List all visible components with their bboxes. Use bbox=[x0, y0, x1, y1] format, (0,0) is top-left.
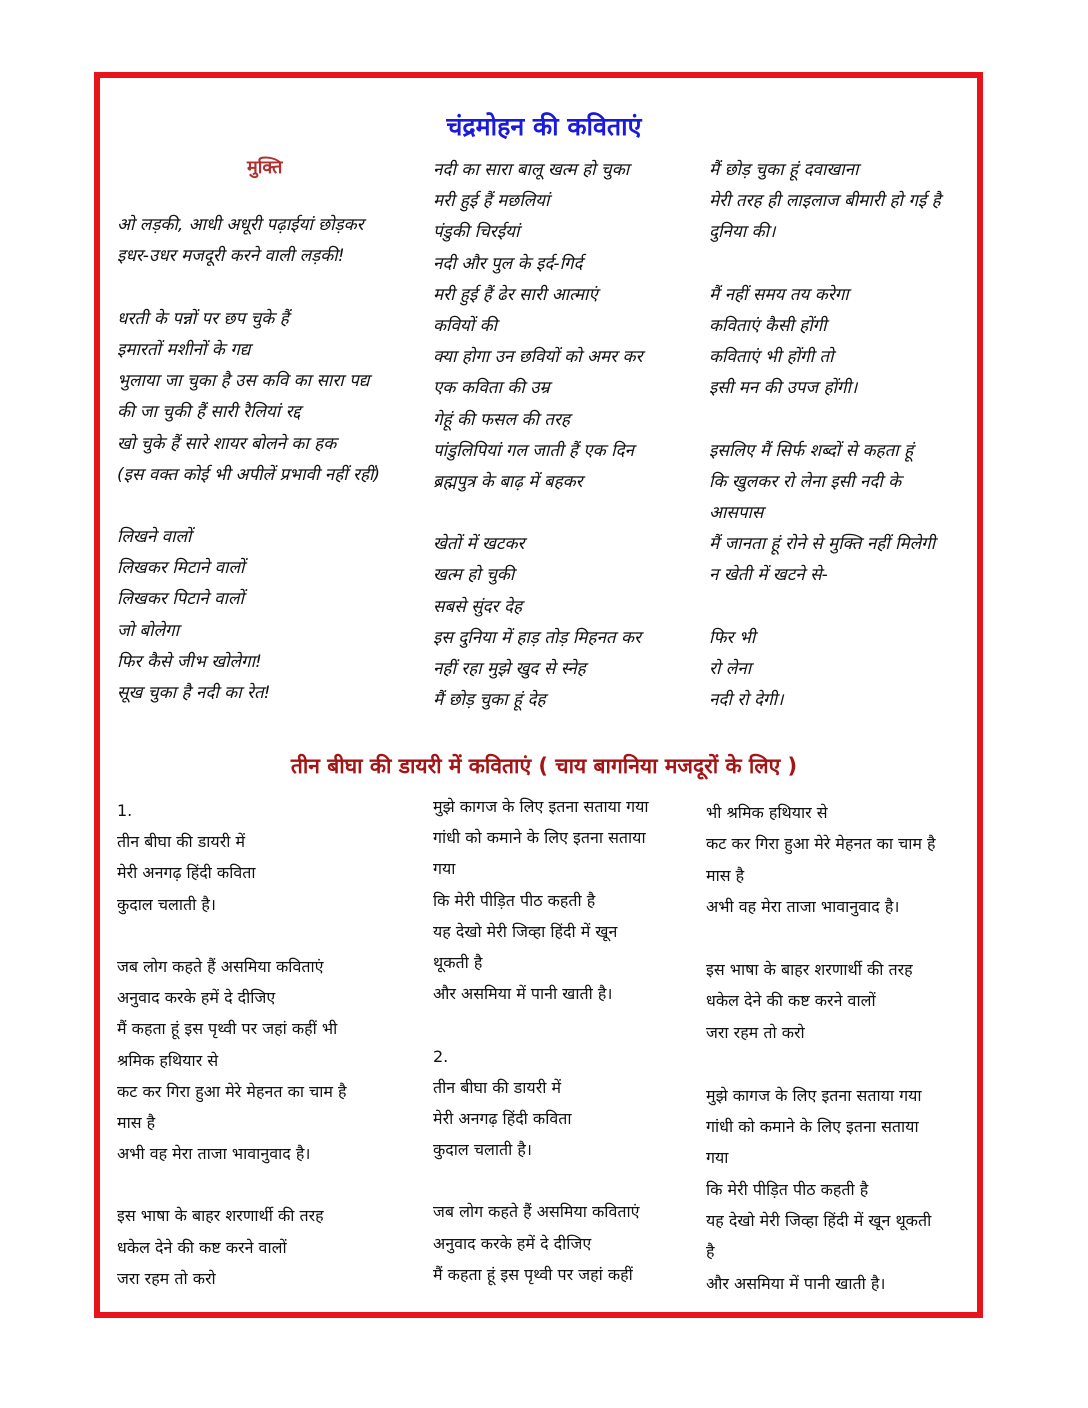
poem-line: की जा चुकी हैं सारी रैलियां रद्द bbox=[117, 402, 301, 423]
poem-line: मेरी अनगढ़ हिंदी कविता bbox=[433, 1108, 572, 1128]
poem-line: 2. bbox=[433, 1046, 449, 1066]
poem-line: सबसे सुंदर देह bbox=[433, 596, 523, 617]
poem-line: फिर कैसे जीभ खोलेगा! bbox=[117, 651, 262, 672]
poem1-column-2 bbox=[433, 155, 643, 716]
poem-line: अनुवाद करके हमें दे दीजिए bbox=[433, 1233, 592, 1253]
poem-line: कि मेरी पीड़ित पीठ कहती है bbox=[706, 1179, 869, 1199]
poem-line: कट कर गिरा हुआ मेरे मेहनत का चाम है bbox=[117, 1081, 347, 1101]
poem-line: पांडुलिपियां गल जाती हैं एक दिन bbox=[433, 440, 634, 461]
poem1-column-1 bbox=[117, 179, 380, 709]
poem-line bbox=[706, 1048, 936, 1079]
poem-line: और असमिया में पानी खाती है। bbox=[433, 984, 613, 1004]
poem-line: अभी वह मेरा ताजा भावानुवाद है। bbox=[117, 1144, 311, 1164]
poem-line: यह देखो मेरी जिव्हा हिंदी में खून bbox=[433, 921, 618, 941]
poem-line: खत्म हो चुकी bbox=[433, 565, 515, 586]
poem-line: कि खुलकर रो लेना इसी नदी के bbox=[709, 471, 902, 492]
poem-line: आसपास bbox=[709, 503, 764, 524]
poem-line: जरा रहम तो करो bbox=[117, 1268, 216, 1288]
poem-line: 1. bbox=[117, 801, 133, 820]
poem-line: मैं छोड़ चुका हूं दवाखाना bbox=[709, 160, 859, 180]
poem-line: नदी और पुल के इर्द-गिर्द bbox=[433, 253, 583, 274]
poem-line bbox=[117, 920, 347, 951]
poem-line: कुदाल चलाती है। bbox=[433, 1140, 532, 1160]
poem-line: इस भाषा के बाहर शरणार्थी की तरह bbox=[706, 959, 913, 979]
poem-line: भी श्रमिक हथियार से bbox=[706, 803, 828, 822]
poem-line: जो बोलेगा bbox=[117, 620, 180, 641]
poem-line bbox=[433, 498, 643, 529]
poem-line: धरती के पन्नों पर छप चुके हैं bbox=[117, 308, 289, 329]
poem-line: कट कर गिरा हुआ मेरे मेहनत का चाम है bbox=[706, 834, 936, 854]
poem-line: मरी हुई हैं मछलियां bbox=[433, 191, 550, 212]
poem-line: मैं कहता हूं इस पृथ्वी पर जहां कहीं bbox=[433, 1264, 633, 1284]
poem-line: इस दुनिया में हाड़ तोड़ मिहनत कर bbox=[433, 627, 641, 648]
poem-line: न खेती में खटने से- bbox=[709, 565, 828, 586]
poem2-column-3 bbox=[706, 797, 936, 1299]
poem-line: गया bbox=[706, 1148, 729, 1168]
poem-line: रो लेना bbox=[709, 659, 752, 679]
poem-line: थूकती है bbox=[433, 952, 483, 972]
poem-line bbox=[433, 1165, 649, 1196]
poem-line: नहीं रहा मुझे खुद से स्नेह bbox=[433, 659, 586, 679]
poem-line: (इस वक्त कोई भी अपीलें प्रभावी नहीं रहीं) bbox=[117, 464, 381, 485]
poem-line: है bbox=[706, 1242, 715, 1262]
poem-line: लिखकर पिटाने वालों bbox=[117, 589, 244, 610]
poem-line: मेरी अनगढ़ हिंदी कविता bbox=[117, 863, 256, 883]
poem-line: मैं कहता हूं इस पृथ्वी पर जहां कहीं भी bbox=[117, 1019, 338, 1039]
poem-line: ओ लड़की, आधी अधूरी पढ़ाईयां छोड़कर bbox=[117, 215, 364, 236]
poem2-column-2 bbox=[433, 791, 649, 1290]
poem-line: मैं जानता हूं रोने से मुक्ति नहीं मिलेगी bbox=[709, 534, 936, 555]
poem-line: मुझे कागज के लिए इतना सताया गया bbox=[706, 1085, 922, 1105]
page-title: चंद्रमोहन की कविताएं bbox=[446, 112, 642, 141]
poem-line: फिर भी bbox=[709, 627, 756, 648]
poem-line: जब लोग कहते हैं असमिया कविताएं bbox=[117, 956, 324, 976]
poem-line: खो चुके हैं सारे शायर बोलने का हक bbox=[117, 433, 337, 454]
poem-line: धकेल देने की कष्ट करने वालों bbox=[706, 991, 876, 1011]
poem-line: मास है bbox=[117, 1112, 156, 1132]
poem-line bbox=[117, 179, 380, 210]
poem-line: गया bbox=[433, 859, 456, 879]
poem-line: इमारतों मशीनों के गद्य bbox=[117, 339, 251, 360]
poem-line: इस भाषा के बाहर शरणार्थी की तरह bbox=[117, 1206, 324, 1226]
poem-line: कि मेरी पीड़ित पीठ कहती है bbox=[433, 890, 596, 910]
poem-line bbox=[709, 405, 941, 436]
poem-line: मैं नहीं समय तय करेगा bbox=[709, 284, 849, 305]
poem-line: मास है bbox=[706, 865, 745, 885]
poem-line: इसलिए मैं सिर्फ शब्दों से कहता हूं bbox=[709, 440, 914, 461]
poem-line: धकेल देने की कष्ट करने वालों bbox=[117, 1237, 287, 1257]
poem-line: गांधी को कमाने के लिए इतना सताया bbox=[433, 828, 646, 848]
poem-line bbox=[117, 273, 380, 304]
poem-line: सूख चुका है नदी का रेत! bbox=[117, 683, 271, 703]
poem-line: जब लोग कहते हैं असमिया कविताएं bbox=[433, 1202, 640, 1222]
poem-line: एक कविता की उम्र bbox=[433, 378, 550, 399]
poem-line: कविताएं कैसी होंगी bbox=[709, 315, 827, 336]
poem-line: इधर-उधर मजदूरी करने वाली लड़की! bbox=[117, 246, 345, 267]
poem-line: मैं छोड़ चुका हूं देह bbox=[433, 690, 546, 711]
poem-line: कविताएं भी होंगी तो bbox=[709, 347, 834, 368]
poem-line: इसी मन की उपज होंगी। bbox=[709, 378, 858, 399]
poem-line: लिखकर मिटाने वालों bbox=[117, 558, 245, 579]
poem1-column-3 bbox=[709, 155, 941, 716]
poem-line: भुलाया जा चुका है उस कवि का सारा पद्य bbox=[117, 371, 370, 392]
poem-line bbox=[117, 1169, 347, 1200]
poem-line: पंडुकी चिरईयां bbox=[433, 222, 520, 243]
poem-line: मेरी तरह ही लाइलाज बीमारी हो गई है bbox=[709, 191, 941, 212]
section-title: तीन बीघा की डायरी में कविताएं ( चाय बागनिया मजदूरों के लिए ) bbox=[290, 754, 798, 778]
poem-line: अभी वह मेरा ताजा भावानुवाद है। bbox=[706, 897, 900, 917]
poem-line: और असमिया में पानी खाती है। bbox=[706, 1273, 886, 1293]
poem-line: नदी का सारा बालू खत्म हो चुका bbox=[433, 160, 630, 180]
poem-line: जरा रहम तो करो bbox=[706, 1022, 805, 1042]
poem-line bbox=[706, 923, 936, 954]
poem-line: खेतों में खटकर bbox=[433, 534, 525, 555]
poem-line: यह देखो मेरी जिव्हा हिंदी में खून थूकती bbox=[706, 1211, 932, 1231]
poem-line: कुदाल चलाती है। bbox=[117, 894, 216, 914]
poem-line: तीन बीघा की डायरी में bbox=[117, 832, 246, 852]
poem-line: गांधी को कमाने के लिए इतना सताया bbox=[706, 1116, 919, 1136]
poem-line: लिखने वालों bbox=[117, 527, 192, 548]
poem2-column-1 bbox=[117, 795, 347, 1294]
poem-line bbox=[117, 491, 380, 522]
poem-line bbox=[709, 249, 941, 280]
poem-line: तीन बीघा की डायरी में bbox=[433, 1077, 562, 1097]
poem-line: अनुवाद करके हमें दे दीजिए bbox=[117, 988, 276, 1008]
poem-line: नदी रो देगी। bbox=[709, 690, 784, 711]
poem-heading-mukti: मुक्ति bbox=[247, 157, 283, 178]
poem-line bbox=[709, 592, 941, 623]
poem-line: कवियों की bbox=[433, 315, 498, 336]
poem-line bbox=[433, 1009, 649, 1040]
poem-line: क्या होगा उन छवियों को अमर कर bbox=[433, 347, 643, 368]
poem-line: ब्रह्मपुत्र के बाढ़ में बहकर bbox=[433, 471, 583, 492]
poem-line: दुनिया की। bbox=[709, 222, 776, 243]
poem-line: मुझे कागज के लिए इतना सताया गया bbox=[433, 797, 649, 816]
poem-line: गेहूं की फसल की तरह bbox=[433, 409, 570, 430]
poem-line: मरी हुई हैं ढेर सारी आत्माएं bbox=[433, 284, 598, 305]
poem-line: श्रमिक हथियार से bbox=[117, 1050, 219, 1070]
